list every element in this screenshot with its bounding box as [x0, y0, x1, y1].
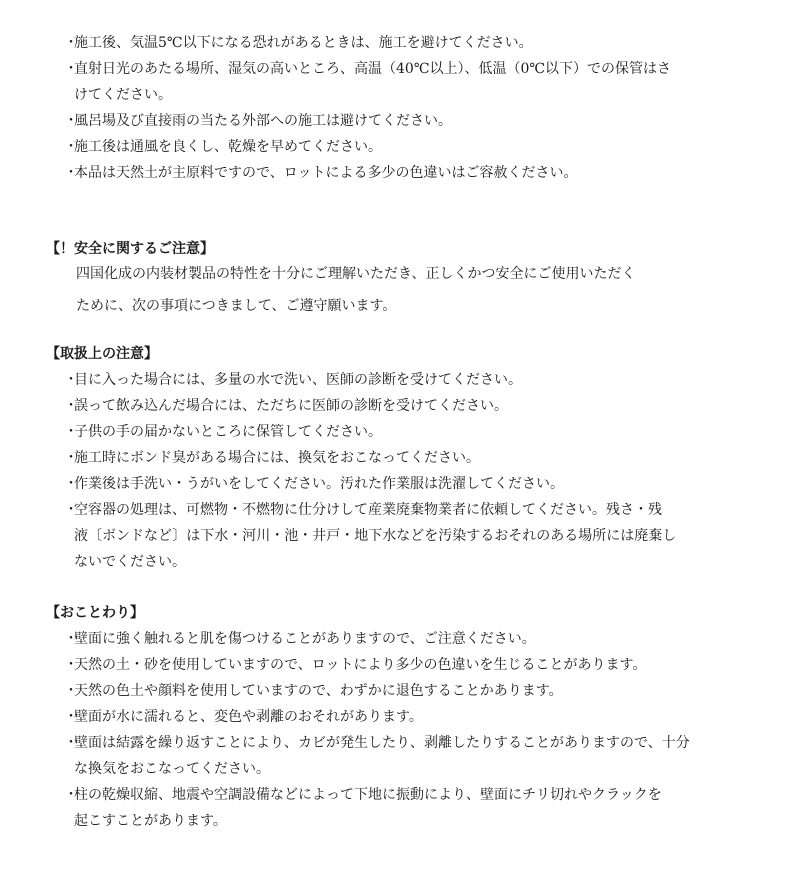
list-item — [64, 497, 704, 575]
item-text: 施工後、気温5℃以下になる恐れがあるときは、施工を避けてください。 — [74, 35, 533, 51]
item-text: 誤って飲み込んだ場合には、ただちに医師の診断を受けてください。 — [74, 398, 508, 414]
paragraph-line: 四国化成の内装材製品の特性を十分にご理解いただき、正しくかつ安全にご使用いただく — [76, 266, 636, 282]
bullet-point: ・ — [64, 683, 78, 699]
item-text: 液〔ボンドなど〕は下水・河川・池・井戸・地下水などを汚染するおそれのある場所には廃棄し — [74, 528, 677, 544]
bullet-point: ・ — [64, 61, 78, 77]
item-text: 柱の乾燥収縮、地震や空調設備などによって下地に振動により、壁面にチリ切れやクラックを — [74, 787, 662, 803]
bullet-point: ・ — [64, 113, 78, 129]
list-item — [64, 652, 704, 678]
bullet-point: ・ — [64, 139, 78, 155]
list-item — [64, 134, 704, 160]
safety-heading: 【！安全に関するご注意】 — [46, 241, 214, 257]
list-item — [64, 445, 704, 471]
list-item — [64, 160, 704, 186]
item-text: 本品は天然土が主原料ですので、ロットによる多少の色違いはご容赦ください。 — [74, 165, 578, 181]
item-text: 子供の手の届かないところに保管してください。 — [74, 424, 382, 440]
list-item — [64, 30, 704, 56]
bullet-point: ・ — [64, 35, 78, 51]
list-item — [64, 782, 704, 834]
bullet-point: ・ — [64, 165, 78, 181]
item-text: な換気をおこなってください。 — [74, 761, 270, 777]
item-text: 壁面は結露を繰り返すことにより、カビが発生したり、剥離したりすることがありますので、十分 — [74, 735, 690, 751]
item-text: 壁面が水に濡れると、変色や剥離のおそれがあります。 — [74, 709, 423, 725]
bullet-point: ・ — [64, 424, 78, 440]
bullet-point: ・ — [64, 735, 78, 751]
handling-list — [64, 367, 704, 575]
disclaimer-heading: 【おことわり】 — [46, 605, 144, 621]
bullet-point: ・ — [64, 398, 78, 414]
disclaimer-list — [64, 626, 704, 834]
safety-paragraph — [76, 258, 635, 322]
item-text: 空容器の処理は、可燃物・不燃物に仕分けして産業廃棄物業者に依頼してください。残さ・残 — [74, 502, 662, 518]
bullet-point: ・ — [64, 476, 78, 492]
item-text: けてください。 — [74, 87, 172, 103]
handling-heading: 【取扱上の注意】 — [46, 346, 158, 362]
list-item — [64, 108, 704, 134]
bullet-point: ・ — [64, 631, 78, 647]
item-text: 起こすことがあります。 — [74, 813, 227, 829]
bullet-point: ・ — [64, 657, 78, 673]
bullet-point: ・ — [64, 372, 78, 388]
item-text: 施工時にボンド臭がある場合には、換気をおこなってください。 — [74, 450, 480, 466]
item-text: 天然の色土や顔料を使用していますので、わずかに退色することかあります。 — [74, 683, 563, 699]
construction-notes-list — [64, 30, 704, 186]
item-text: 施工後は通風を良くし、乾燥を早めてください。 — [74, 139, 382, 155]
list-item — [64, 367, 704, 393]
list-item — [64, 626, 704, 652]
paragraph-line: ために、次の事項につきまして、ご遵守願います。 — [76, 298, 397, 314]
list-item — [64, 730, 704, 782]
list-item — [64, 704, 704, 730]
list-item — [64, 393, 704, 419]
list-item — [64, 471, 704, 497]
item-text: 目に入った場合には、多量の水で洗い、医師の診断を受けてください。 — [74, 372, 522, 388]
list-item — [64, 678, 704, 704]
bullet-point: ・ — [64, 709, 78, 725]
bullet-point: ・ — [64, 787, 78, 803]
list-item — [64, 56, 704, 108]
item-text: 天然の土・砂を使用していますので、ロットにより多少の色違いを生じることがあります。 — [74, 657, 647, 673]
item-text: 壁面に強く触れると肌を傷つけることがありますので、ご注意ください。 — [74, 631, 536, 647]
item-text: 作業後は手洗い・うがいをしてください。汚れた作業服は洗濯してください。 — [74, 476, 564, 492]
bullet-point: ・ — [64, 450, 78, 466]
bullet-point: ・ — [64, 502, 78, 518]
item-text: 風呂場及び直接雨の当たる外部への施工は避けてください。 — [74, 113, 452, 129]
item-text: ないでください。 — [74, 554, 186, 570]
item-text: 直射日光のあたる場所、湿気の高いところ、高温（40℃以上）、低温（0℃以下）での保管はさ — [74, 61, 672, 77]
list-item — [64, 419, 704, 445]
